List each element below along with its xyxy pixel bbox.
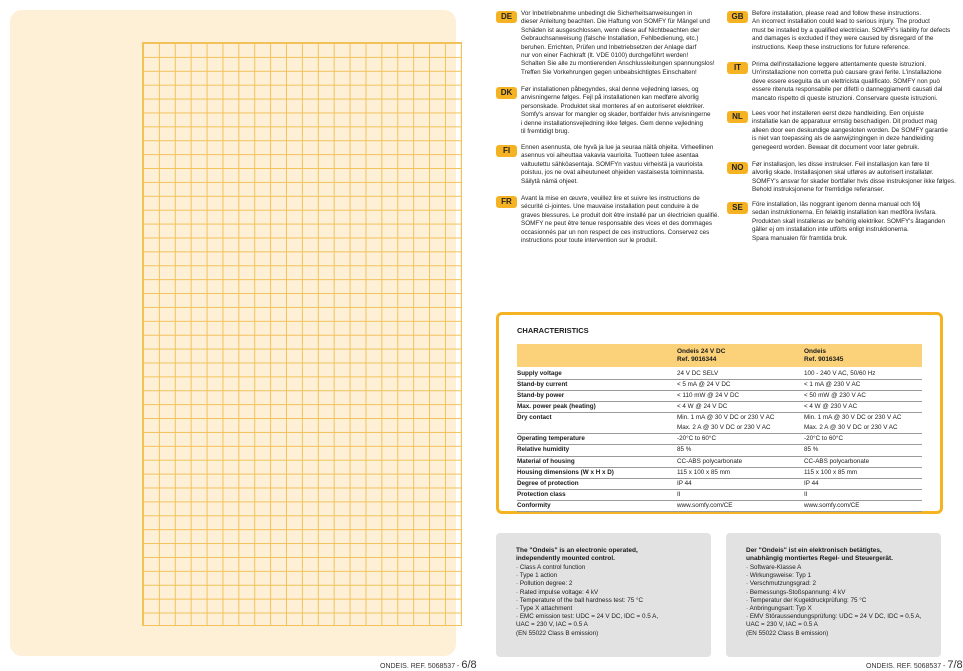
notice-line: SOMFY ne peut être tenue responsable des vices et des dommages <box>521 220 712 228</box>
characteristics-row <box>517 434 922 445</box>
row-label: Relative humidity <box>517 446 570 454</box>
row-label: Stand-by current <box>517 381 568 389</box>
row-value-line: Max. 2 A @ 30 V DC or 230 V AC <box>804 423 898 431</box>
notice-line: Behold instruksjonene for fremtidige referanser. <box>752 186 885 194</box>
column-24vdc-name: Ondeis 24 V DC <box>677 348 726 355</box>
row-label: Housing dimensions (W x H x D) <box>517 468 614 476</box>
row-label: Supply voltage <box>517 370 562 377</box>
notice-line: gäller ej om installation inte utförts enligt instruktionerna. <box>752 226 909 234</box>
characteristics-row <box>517 445 922 456</box>
language-badge-de: DE <box>496 11 517 23</box>
spec-item: (EN 55022 Class B emission) <box>516 629 599 637</box>
language-notice-text <box>752 161 962 195</box>
notice-line: occasionnés par un non respect de ces instructions. Conservez ces <box>521 228 710 236</box>
row-value-24vdc <box>677 413 774 432</box>
row-value-ac: 100 - 240 V AC, 50/60 Hz <box>804 370 876 377</box>
spec-item: UAC = 230 V, IAC = 0.5 A <box>516 621 588 629</box>
spec-item: · Bemessungs-Stoßspannung: 4 kV <box>746 588 846 596</box>
spec-item: · Rated impulse voltage: 4 kV <box>516 588 599 596</box>
column-24vdc <box>677 348 725 364</box>
notice-line: alleen door een deskundige aangesloten worden. De SOMFY garantie <box>752 126 948 134</box>
notice-line: genegeerd worden. Bewaar dit document voor later gebruik. <box>752 143 920 151</box>
notice-line: is niet van toepassing als de aanwijzingingen in deze handleiding <box>752 135 934 143</box>
notice-line: i denne installationsvejledning ikke følges. Gem denne vejledning <box>521 119 704 127</box>
spec-item: · Temperatur der Kugeldruckprüfung: 75 °C <box>746 596 867 604</box>
footer-left-ref: ONDEIS. REF. 5068537 - <box>380 663 460 670</box>
row-value-ac: -20°C to 60°C <box>804 435 843 443</box>
language-notice-de <box>521 10 731 77</box>
notice-line: essere ritenuta responsabile per difetti o danneggiamenti causati dal <box>752 86 943 94</box>
notice-line: Lees voor het installeren eerst deze handleiding. Een onjuiste <box>752 110 924 117</box>
row-value-ac: 115 x 100 x 85 mm <box>804 468 858 476</box>
language-notice-text <box>752 110 962 152</box>
characteristics-row <box>517 402 922 413</box>
notice-line: Schäden ist ausgeschlossen, wenn diese auf Nichtbeachten der <box>521 26 700 34</box>
row-value-ac: www.somfy.com/CE <box>804 501 860 509</box>
language-notice-text <box>752 201 962 243</box>
language-notice-dk <box>521 86 731 136</box>
spec-item: · Type 1 action <box>516 572 558 580</box>
row-value-ac: CC-ABS polycarbonate <box>804 457 870 465</box>
spec-item: · Wirkungsweise: Typ 1 <box>746 572 811 580</box>
footer-left-page: 6/8 <box>461 659 477 671</box>
row-value-line: Max. 2 A @ 30 V DC or 230 V AC <box>677 423 771 431</box>
language-badge-no: NO <box>727 162 748 174</box>
language-notice-gb <box>752 10 962 52</box>
info-german-list <box>746 564 921 638</box>
row-label: Conformity <box>517 501 551 509</box>
language-notice-text <box>752 61 962 103</box>
row-label: Material of housing <box>517 457 575 465</box>
spec-item: · Type X attachment <box>516 605 573 613</box>
language-badge-nl: NL <box>727 111 748 123</box>
language-notice-text <box>521 10 731 77</box>
row-value-ac: < 50 mW @ 230 V AC <box>804 392 866 400</box>
characteristics-header <box>517 344 922 367</box>
language-badge-fr: FR <box>496 196 517 208</box>
language-badge-fi: FI <box>496 145 517 157</box>
row-value-24vdc: < 5 mA @ 24 V DC <box>677 381 731 389</box>
notice-line: valtuutettu sähköasentaja. SOMFYn vastuu virheistä ja vaurioista <box>521 160 703 168</box>
notice-line: must be installed by a qualified electrician. SOMFY's liability for defects <box>752 26 951 34</box>
notes-grid <box>142 42 462 626</box>
footer-left <box>380 659 477 671</box>
row-value-ac: 85 % <box>804 446 819 454</box>
notice-line: til fremtidigt brug. <box>521 128 570 136</box>
notice-line: Somfy's ansvar for mangler og skader, bortfalder hvis anvisningerne <box>521 111 711 119</box>
spec-item: · Software-Klasse A <box>746 564 802 571</box>
row-value-ac: II <box>804 490 808 498</box>
row-label: Operating temperature <box>517 435 585 443</box>
notice-line: Un'installazione non corretta può causare gravi ferite. L'installazione <box>752 69 942 77</box>
language-notice-it <box>752 61 962 103</box>
row-value-ac: < 4 W @ 230 V AC <box>804 403 858 411</box>
notice-line: Før installationen påbegyndes, skal denne vejledning læses, og <box>521 86 699 93</box>
spec-item: · Verschmutzungsgrad: 2 <box>746 580 817 588</box>
spec-item: · Class A control function <box>516 564 586 571</box>
info-english-heading-2: independently mounted control. <box>516 555 615 563</box>
row-value-24vdc: < 4 W @ 24 V DC <box>677 403 728 411</box>
characteristics-row <box>517 479 922 490</box>
footer-right-ref: ONDEIS. REF. 5068537 - <box>866 663 946 670</box>
row-label: Dry contact <box>517 414 552 422</box>
spec-item: · Temperature of the ball hardness test: 75 °C <box>516 596 644 604</box>
notice-line: An incorrect installation could lead to serious injury. The product <box>752 18 930 26</box>
notice-line: Produkten skall installeras av behörig elektriker. SOMFY's åtaganden <box>752 217 946 225</box>
info-german-heading <box>746 547 893 563</box>
language-notice-fr <box>521 195 731 245</box>
spec-item: · Anbringungsart: Typ X <box>746 605 812 613</box>
notice-line: Før installasjon, les disse instrukser. Feil installasjon kan føre til <box>752 161 930 168</box>
row-value-ac: IP 44 <box>804 479 819 487</box>
column-ac-name: Ondeis <box>804 348 827 355</box>
spec-item: · Pollution degree: 2 <box>516 580 573 588</box>
notice-line: Before installation, please read and follow these instructions. <box>752 10 922 17</box>
row-value-24vdc: CC-ABS polycarbonate <box>677 457 743 465</box>
row-value-24vdc: 24 V DC SELV <box>677 370 719 377</box>
notice-line: personskade. Produktet skal monteres af en autoriseret elektriker. <box>521 102 705 110</box>
language-notice-se <box>752 201 962 243</box>
characteristics-box <box>496 312 943 514</box>
notice-line: Treffen Sie Vorkehrungen gegen unbeabsichtigtes Einschalten! <box>521 68 697 76</box>
row-value-24vdc: 115 x 100 x 85 mm <box>677 468 731 476</box>
footer-right <box>866 659 963 671</box>
row-value-line: Min. 1 mA @ 30 V DC or 230 V AC <box>677 414 775 422</box>
notice-line: Schalten Sie alle zu montierenden Anschlussleitungen spannungslos! <box>521 60 715 68</box>
characteristics-table <box>517 369 922 512</box>
info-box-german <box>726 533 941 657</box>
language-notice-fi <box>521 144 731 186</box>
footer-right-page: 7/8 <box>947 659 963 671</box>
characteristics-row <box>517 501 922 512</box>
row-label: Stand-by power <box>517 392 565 400</box>
row-value-24vdc: II <box>677 490 681 498</box>
column-ac <box>804 348 843 364</box>
row-value-24vdc: 85 % <box>677 446 692 454</box>
language-badge-gb: GB <box>727 11 748 23</box>
notice-line: SOMFY's ansvar for skader bortfaller hvis disse instruksjoner ikke følges. <box>752 177 956 185</box>
column-ac-ref: Ref. 9016345 <box>804 356 844 363</box>
info-english-heading <box>516 547 638 563</box>
notice-line: dieser Anleitung beachten. Die Haftung von SOMFY für Mängel und <box>521 18 710 26</box>
notice-line: Prima dell'installazione leggere attentamente queste istruzioni. <box>752 61 927 68</box>
notice-line: alvorlig skade. Installasjonen skal utføres av autorisert installatør. <box>752 169 934 177</box>
row-value-24vdc: www.somfy.com/CE <box>677 501 733 509</box>
column-24vdc-ref: Ref. 9016344 <box>677 356 717 363</box>
characteristics-row <box>517 468 922 479</box>
notice-line: and damages is excluded if they were caused by disregard of the <box>752 35 934 43</box>
notice-line: Före installation, läs noggrant igenom denna manual och följ <box>752 201 921 208</box>
language-badge-se: SE <box>727 202 748 214</box>
row-label: Protection class <box>517 490 566 498</box>
notice-line: instructions pour toute intervention sur le produit. <box>521 237 658 245</box>
characteristics-row <box>517 369 922 380</box>
characteristics-row <box>517 413 922 434</box>
language-notice-nl <box>752 110 962 152</box>
notice-line: Avant la mise en œuvre, veuillez lire et suivre les instructions de <box>521 195 700 202</box>
row-label: Max. power peak (heating) <box>517 403 596 411</box>
language-notice-no <box>752 161 962 195</box>
notice-line: installatie kan de apparatuur ernstig beschadigen. Dit product mag <box>752 118 938 126</box>
info-german-heading-1: Der "Ondeis" ist ein elektronisch betätigtes, <box>746 547 882 554</box>
characteristics-row <box>517 457 922 468</box>
notice-line: anvisningerne følges. Fejl på installationen kan medføre alvorlig <box>521 94 699 102</box>
language-notice-text <box>521 144 731 186</box>
info-english-list <box>516 564 658 638</box>
notice-line: Vor Inbetriebnahme unbedingt die Sicherheitsanweisungen in <box>521 10 693 17</box>
row-value-24vdc: < 110 mW @ 24 V DC <box>677 392 740 400</box>
row-label: Degree of protection <box>517 479 579 487</box>
notice-line: Ennen asennusta, ole hyvä ja lue ja seuraa näitä ohjeita. Virheellinen <box>521 144 714 151</box>
notice-line: beruhen. Errichten, Prüfen und Inbetriebsetzen der Anlage darf <box>521 43 697 51</box>
language-notice-text <box>521 86 731 136</box>
notice-line: poistuu, jos ne ovat aiheutuneet ohjeiden vastaisesta toiminnasta. <box>521 169 705 177</box>
info-english-heading-1: The "Ondeis" is an electronic operated, <box>516 547 638 554</box>
language-badge-dk: DK <box>496 87 517 99</box>
notice-line: mancato rispetto di queste istruzioni. Conservare queste istruzioni. <box>752 94 938 102</box>
characteristics-row <box>517 391 922 402</box>
notice-line: Gebrauchsanweisung (falsche Installation, Fehlbedienung, etc.) <box>521 35 699 43</box>
notice-line: Säilytä nämä ohjeet. <box>521 177 579 185</box>
language-badge-it: IT <box>727 62 748 74</box>
language-notice-text <box>752 10 962 52</box>
row-value-24vdc: -20°C to 60°C <box>677 435 716 443</box>
notice-line: nur von einer Fachkraft (lt. VDE 0100) durchgeführt werden! <box>521 52 689 60</box>
notice-line: sedan instruktionerna. En felaktig installation kan medföra livsfara. <box>752 209 937 217</box>
notice-line: Spara manualen för framtida bruk. <box>752 234 848 242</box>
notice-line: deve essere eseguita da un elettricista qualificato. SOMFY non può <box>752 77 940 85</box>
spec-item: · EMV Störaussendungsprüfung: UDC = 24 V DC, IDC = 0.5 A, <box>746 613 922 621</box>
row-value-ac <box>804 413 901 432</box>
characteristics-row <box>517 380 922 391</box>
info-german-heading-2: unabhängig montiertes Regel- und Steuergerät. <box>746 555 893 563</box>
info-box-english <box>496 533 711 657</box>
notice-line: sécurité ci-jointes. Une mauvaise installation peut conduire à de <box>521 203 699 211</box>
characteristics-row <box>517 490 922 501</box>
notice-line: instructions. Keep these instructions for future reference. <box>752 43 910 51</box>
characteristics-title: CHARACTERISTICS <box>517 326 589 335</box>
row-value-ac: < 1 mA @ 230 V AC <box>804 381 861 389</box>
notice-line: asennus voi aiheuttaa vakavia vaurioita. Tuotteen tulee asentaa <box>521 152 699 160</box>
language-notice-text <box>521 195 731 245</box>
row-value-24vdc: IP 44 <box>677 479 692 487</box>
spec-item: (EN 55022 Class B emission) <box>746 629 829 637</box>
notice-line: graves blessures. Le produit doit être installé par un électricien qualifié. <box>521 211 720 219</box>
row-value-line: Min. 1 mA @ 30 V DC or 230 V AC <box>804 414 902 422</box>
spec-item: UAC = 230 V, IAC = 0.5 A <box>746 621 818 629</box>
spec-item: · EMC emission test: UDC = 24 V DC, IDC = 0.5 A, <box>516 613 659 621</box>
